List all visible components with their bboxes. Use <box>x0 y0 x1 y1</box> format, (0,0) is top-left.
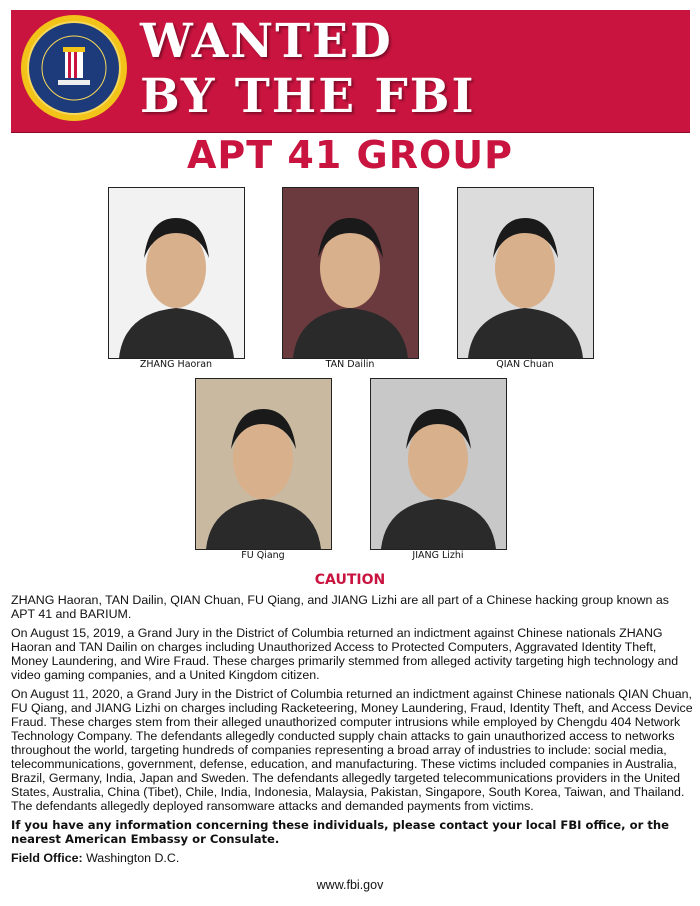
wanted-line-1: WANTED <box>140 14 393 69</box>
field-office-label: Field Office: <box>11 851 83 865</box>
page-title: APT 41 GROUP <box>187 133 513 177</box>
paragraph: ZHANG Haoran, TAN Dailin, QIAN Chuan, FU Qiang, and JIANG Lizhi are all part of a Chinese hacking group known as APT 41 and BARIUM. <box>11 593 669 621</box>
description <box>11 593 693 870</box>
suspect-name: TAN Dailin <box>325 359 375 370</box>
suspect-name: ZHANG Haoran <box>139 359 213 370</box>
suspect-photo <box>108 187 245 359</box>
wanted-line-2: BY THE FBI <box>140 69 476 124</box>
suspect-name: QIAN Chuan <box>496 359 554 370</box>
paragraph: On August 11, 2020, a Grand Jury in the District of Columbia returned an indictment against Chinese nationals QIAN Chuan, FU Qiang, and JIANG Lizhi on charges including Racketeering, Money Laundering, Fraud, Identity Theft, and Access Device Fraud. These charges stem from their alleged unauthorized computer intrusions while employed by Chengdu 404 Network Technology Company. The defendants allegedly conducted supply chain attacks to gain unauthorized access to networks throughout the world, targeting hundreds of companies representing a broad array of industries to include: social media, telecommunications, government, defense, education, and manufacturing. These victims included companies in Australia, Brazil, Germany, India, Japan and Sweden. The defendants allegedly targeted telecommunications providers in the United States, Australia, China (Tibet), Chile, India, Indonesia, Malaysia, Pakistan, Singapore, South Korea, Taiwan, and Thailand. The defendants allegedly deployed ransomware attacks and demanded payments from victims. <box>11 687 693 813</box>
caution-heading: CAUTION <box>314 572 386 588</box>
suspect-photo <box>195 378 332 550</box>
suspect-photo <box>457 187 594 359</box>
contact-notice: If you have any information concerning these individuals, please contact your local FBI office, or the nearest American Embassy or Consulate. <box>11 818 669 846</box>
wanted-heading <box>140 14 475 124</box>
suspect-photo <box>370 378 507 550</box>
field-office <box>11 851 693 865</box>
paragraph: On August 15, 2019, a Grand Jury in the District of Columbia returned an indictment against Chinese nationals ZHANG Haoran and TAN Dailin on charges including Unauthorized Access to Protected Computers, Aggravated Identity Theft, Money Laundering, and Wire Fraud. These charges primarily stemmed from alleged activity targeting high technology and video gaming companies, and a United Kingdom citizen. <box>11 626 679 682</box>
fbi-website-link[interactable]: www.fbi.gov <box>316 878 384 892</box>
suspect-photo <box>282 187 419 359</box>
field-office-value: Washington D.C. <box>86 851 180 865</box>
fbi-seal-logo <box>20 14 128 122</box>
suspect-name: JIANG Lizhi <box>412 550 464 561</box>
suspect-name: FU Qiang <box>241 550 285 561</box>
